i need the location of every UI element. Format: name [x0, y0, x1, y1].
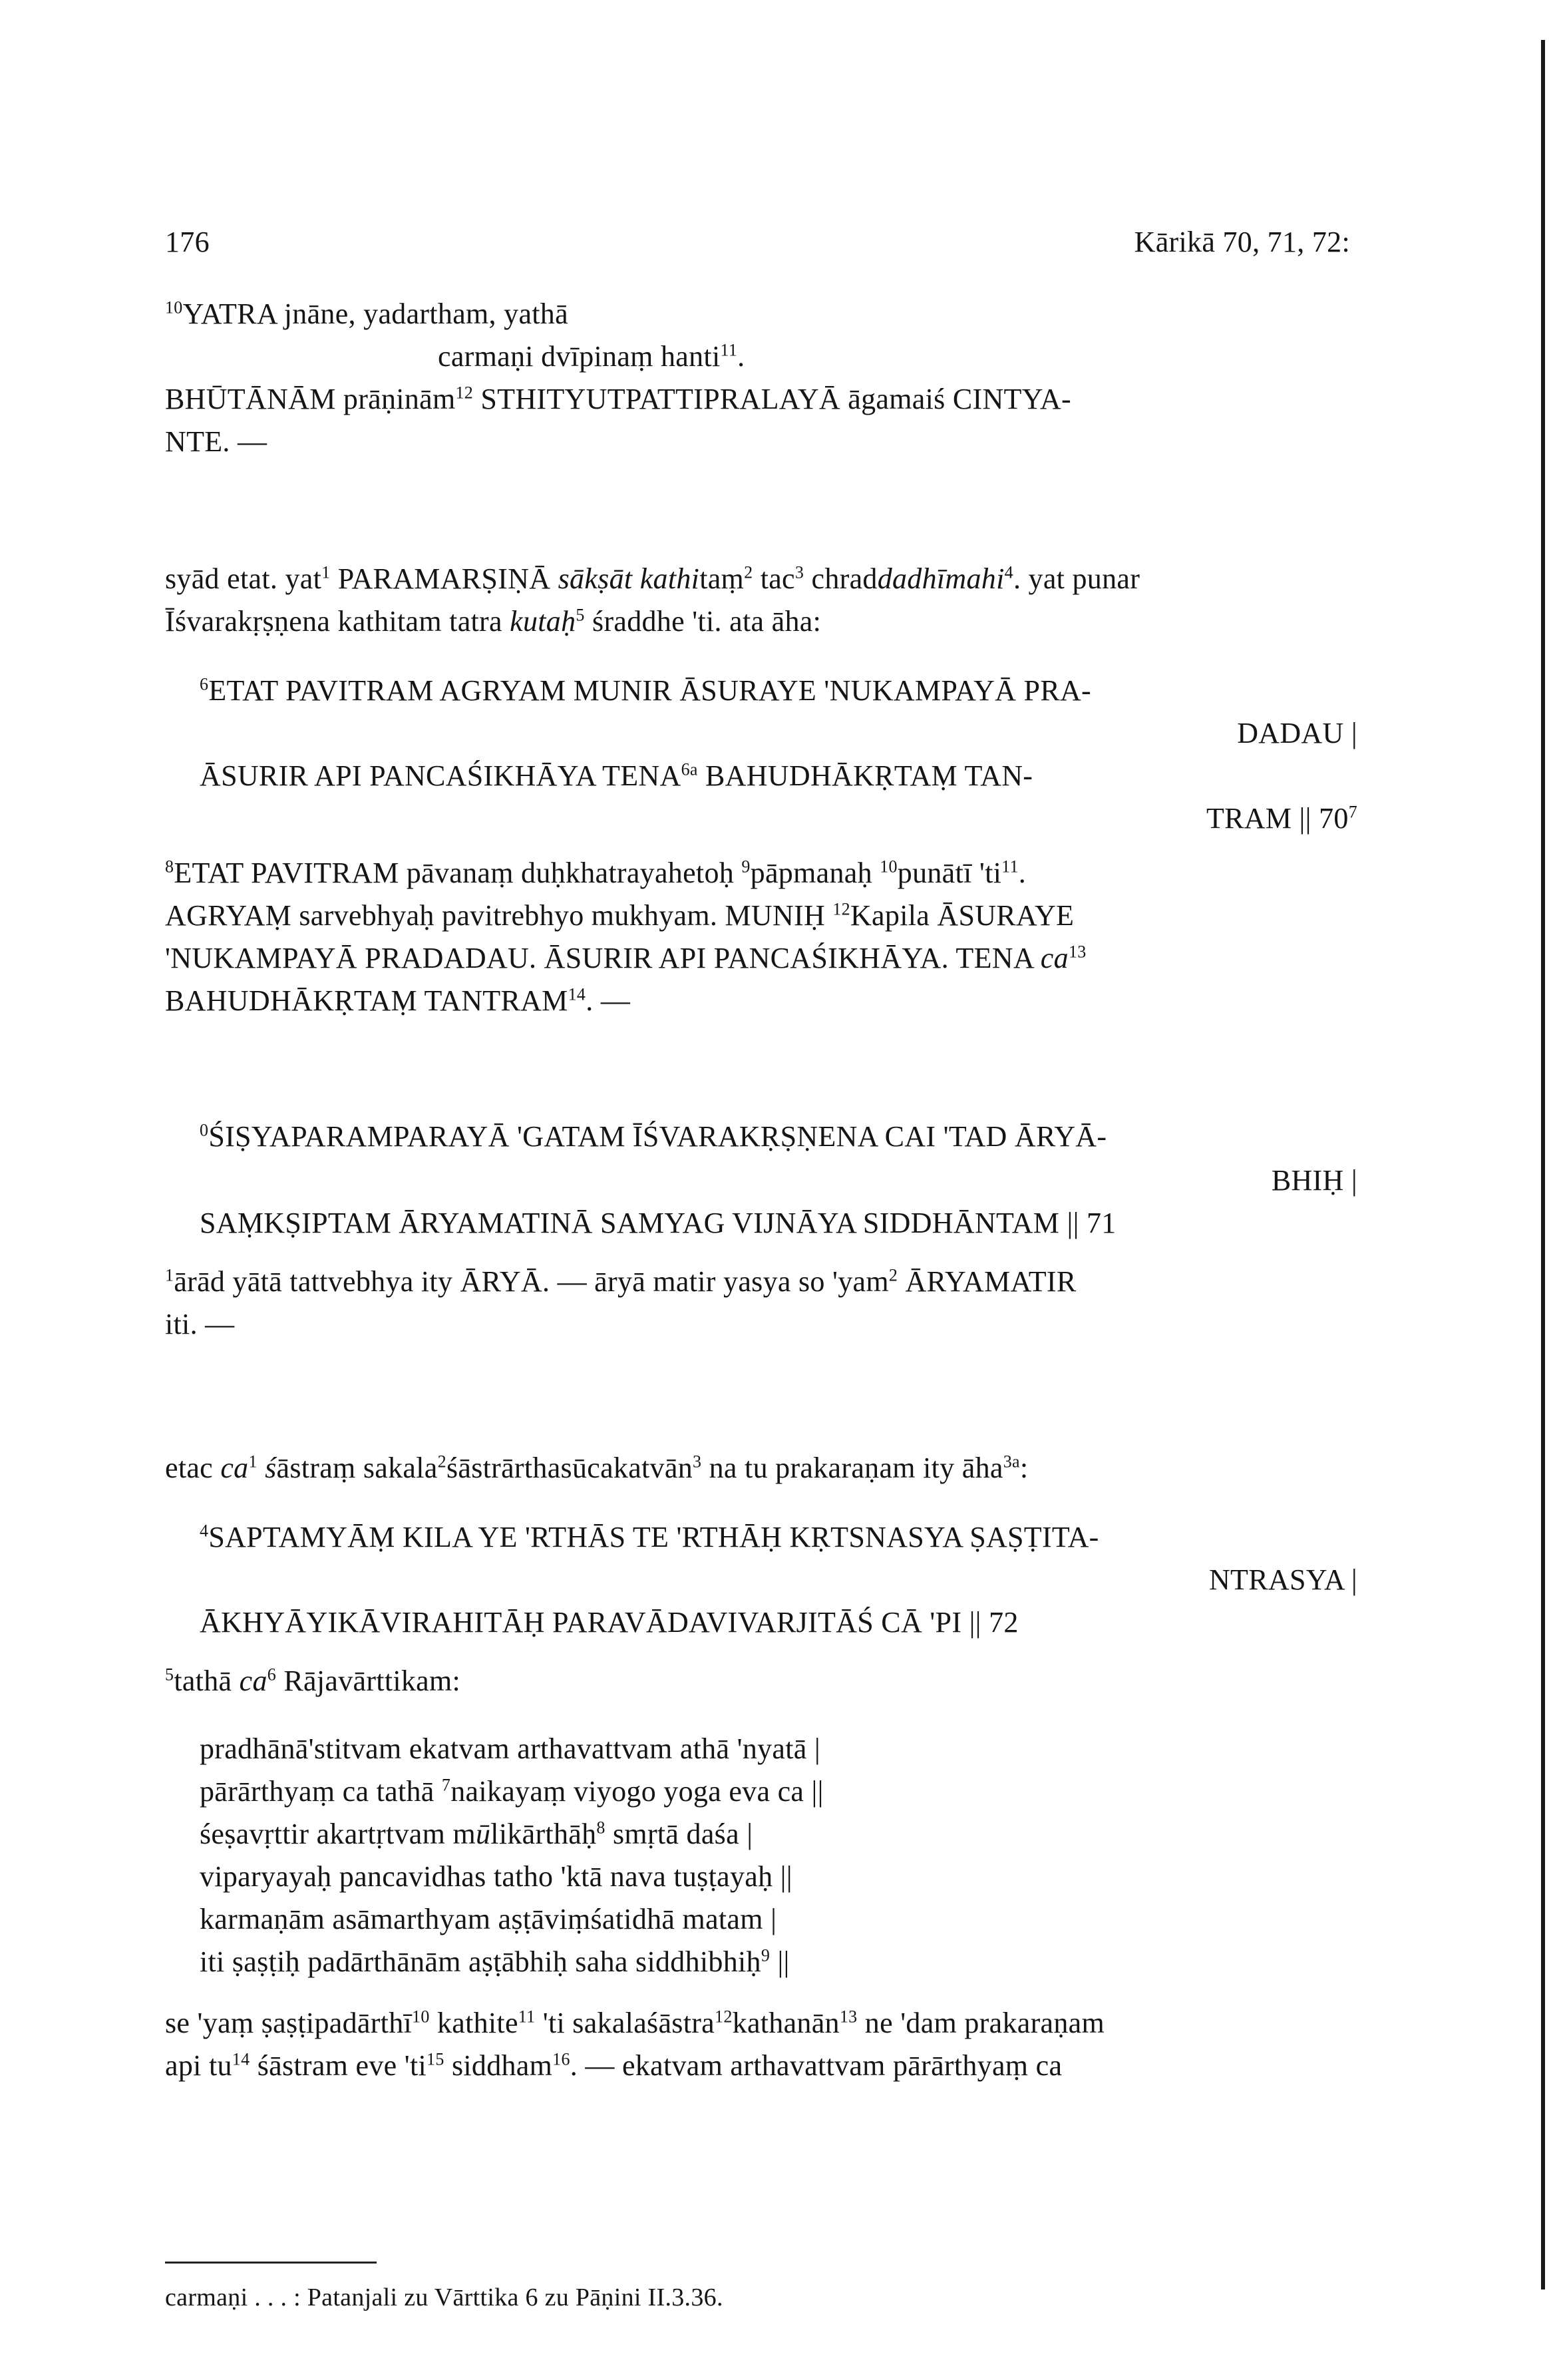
block2-line2: Īśvarakṛṣṇena kathitam tatra kutaḥ$^5$ śraddhe 'ti. ata āha: — [165, 605, 822, 638]
block1-line2: carmaṇi dvīpinaṃ hanti$^{11}$. — [438, 340, 745, 373]
karika71-verse-line1: $^0$ŚIṢYAPARAMPARAYĀ 'GATAM ĪŚVARAKṚṢṆENA CAI 'TAD ĀRYĀ- — [200, 1120, 1107, 1153]
comm70-line1: $^8$ETAT PAVITRAM pāvanaṃ duḥkhatrayahetoḥ $^9$pāpmanaḥ $^{10}$punātī '$ti^{11}$. — [165, 857, 1027, 889]
verse-line1: pradhānā'stitvam ekatvam arthavattvam athā 'nyatā | — [200, 1732, 821, 1765]
final-line1: se 'yaṃ ṣaṣṭipadārthī$^{10}$ kathite$^{11}$ 'ti sakalaśāstra$^{12}$kathanān$^{13}$ ne 'dam prakaraṇam — [165, 2007, 1105, 2039]
karika70-verse-line3: ĀSURIR API PANCAŚIKHĀYA $TENA^{6a}$ BAHUDHĀKṚTAṂ TAN- — [200, 759, 1033, 792]
verse-line2: pārārthyaṃ ca tathā $^7$naikayaṃ viyogo yoga eva ca || — [200, 1775, 824, 1808]
karika71-verse-line2: BHIḤ | — [1271, 1164, 1357, 1197]
karika72-verse-line1: $^4$SAPTAMYĀṂ KILA YE 'RTHĀS TE 'RTHĀḤ KṚTSNASYA ṢAṢṬITA- — [200, 1521, 1099, 1553]
footnote: carmaṇi . . . : Patanjali zu Vārttika 6 zu Pāṇini II.3.36. — [165, 2283, 723, 2311]
running-title: Kārikā 70, 71, 72: — [1134, 226, 1350, 258]
karika70-verse-line4: TRAM || $70^7$ — [1206, 802, 1357, 835]
block1-line4: NTE. — — [165, 425, 267, 458]
footnote-rule — [165, 2262, 377, 2264]
comm72-line1: $^5$tathā $ca^6$ Rājavārttikam: — [165, 1665, 461, 1697]
comm70-line3: 'NUKAMPAYĀ PRADADAU. ĀSURIR API PANCAŚIKHĀYA. TENA $ca^{13}$ — [165, 942, 1087, 974]
karika70-verse-line1: $^6$ETAT PAVITRAM AGRYAM MUNIR ĀSURAYE 'NUKAMPAYĀ PRA- — [200, 674, 1091, 707]
verse-line6: iti ṣaṣṭiḥ padārthānām aṣṭābhiḥ saha siddhibhiḥ$^9$ || — [200, 1945, 790, 1978]
verse-line4: viparyayaḥ pancavidhas tatho 'ktā nava tuṣṭayaḥ || — [200, 1860, 792, 1893]
block2-line1: syād etat. yat$^1$ PARAMARṢIṆĀ sākṣāt kathitaṃ$^2$ tac$^3$ chraddadhīmahi$^4$. yat punar — [165, 562, 1140, 595]
comm70-line2: AGRYAṂ sarvebhyaḥ pavitrebhyo mukhyam. MUNIḤ $^{12}$Kapila ĀSURAYE — [165, 899, 1075, 932]
comm70-line4: BAHUDHĀKṚTAṂ TANTRAM$^{14}$. — — [165, 984, 631, 1017]
comm71-line1: $^1$ārād yātā tattvebhya ity ĀRYĀ. — āryā matir yasya so 'yam$^2$ ĀRYAMATIR — [165, 1265, 1077, 1298]
scan-edge-shadow — [1541, 40, 1545, 2289]
final-line2: api $tu^{14}$ śāstram eve '$ti^{15}$ siddham$^{16}$. — ekatvam arthavattvam pārārthyaṃ ca — [165, 2049, 1063, 2082]
verse-line5: karmaṇām asāmarthyam aṣṭāviṃśatidhā matam | — [200, 1903, 777, 1935]
page-number: 176 — [165, 226, 210, 258]
karika72-verse-line2: NTRASYA | — [1208, 1563, 1357, 1596]
karika72-verse-line3: ĀKHYĀYIKĀVIRAHITĀḤ PARAVĀDAVIVARJITĀŚ CĀ 'PI || 72 — [200, 1606, 1019, 1639]
comm71-line2: iti. — — [165, 1308, 235, 1340]
verse-line3: śeṣavṛttir akartṛtvam mūlikārthāḥ$^8$ smṛtā daśa | — [200, 1818, 753, 1850]
block1-line3: BHŪTĀNĀM prāṇinām$^{12}$ STHITYUTPATTIPRALAYĀ āgamaiś CINTYA- — [165, 383, 1071, 415]
block3-line1: etac $ca^1$ śāstraṃ sakala$^2$śāstrārthasūcakatvān$^3$ na tu prakaraṇam ity āha$^{3a}$: — [165, 1452, 1029, 1484]
karika71-verse-line3: SAṂKṢIPTAM ĀRYAMATINĀ SAMYAG VIJNĀYA SIDDHĀNTAM || 71 — [200, 1207, 1117, 1239]
block1-line1: $^{10}$YATRA jnāne, yadartham, yathā — [165, 298, 568, 330]
karika70-verse-line2: DADAU | — [1237, 717, 1357, 749]
